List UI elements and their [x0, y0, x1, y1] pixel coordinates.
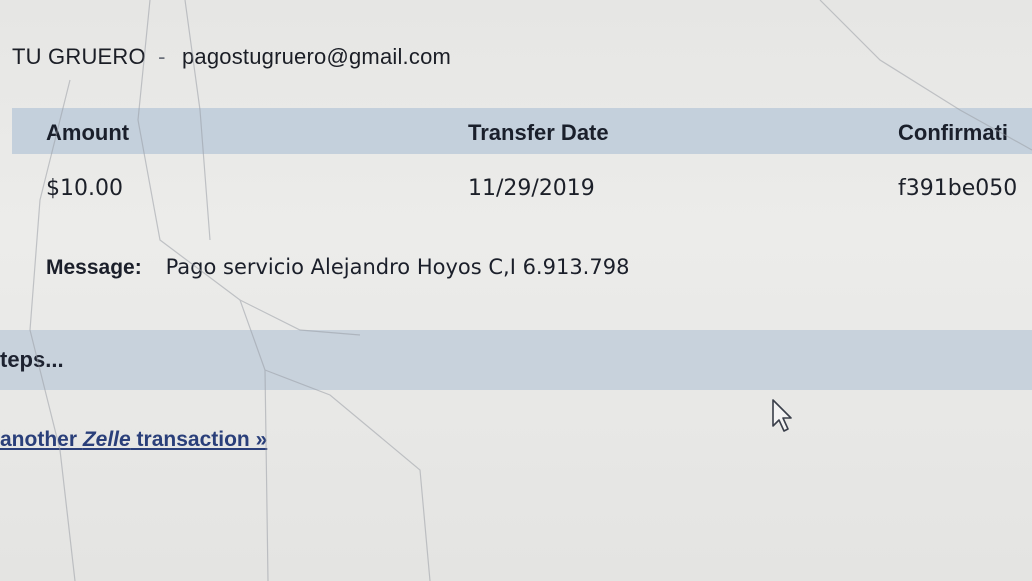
transfer-date-value: 11/29/2019: [468, 176, 595, 201]
another-transaction-link[interactable]: [0, 428, 267, 452]
mouse-pointer-icon: [771, 398, 795, 434]
details-header: [12, 108, 1032, 154]
confirmation-header: Confirmati: [898, 120, 1008, 145]
message-value: Pago servicio Alejandro Hoyos C,I 6.913.798: [165, 255, 630, 279]
another-link-suffix: transaction »: [130, 428, 268, 451]
transfer-date-header: Transfer Date: [468, 120, 609, 145]
zelle-brand: Zelle: [82, 428, 131, 451]
amount-header: Amount: [46, 120, 130, 145]
another-link-prefix: another: [0, 428, 83, 451]
recipient-line: [12, 44, 451, 70]
next-steps-section: [0, 330, 1032, 390]
message-row: [46, 255, 629, 280]
message-label: Message:: [46, 256, 142, 279]
confirmation-value: f391be050: [898, 176, 1018, 201]
recipient-separator: -: [158, 44, 166, 69]
recipient-name: TU GRUERO: [12, 44, 146, 69]
amount-value: $10.00: [46, 176, 123, 201]
next-steps-title: teps...: [0, 347, 64, 372]
recipient-email: pagostugruero@gmail.com: [181, 44, 452, 69]
